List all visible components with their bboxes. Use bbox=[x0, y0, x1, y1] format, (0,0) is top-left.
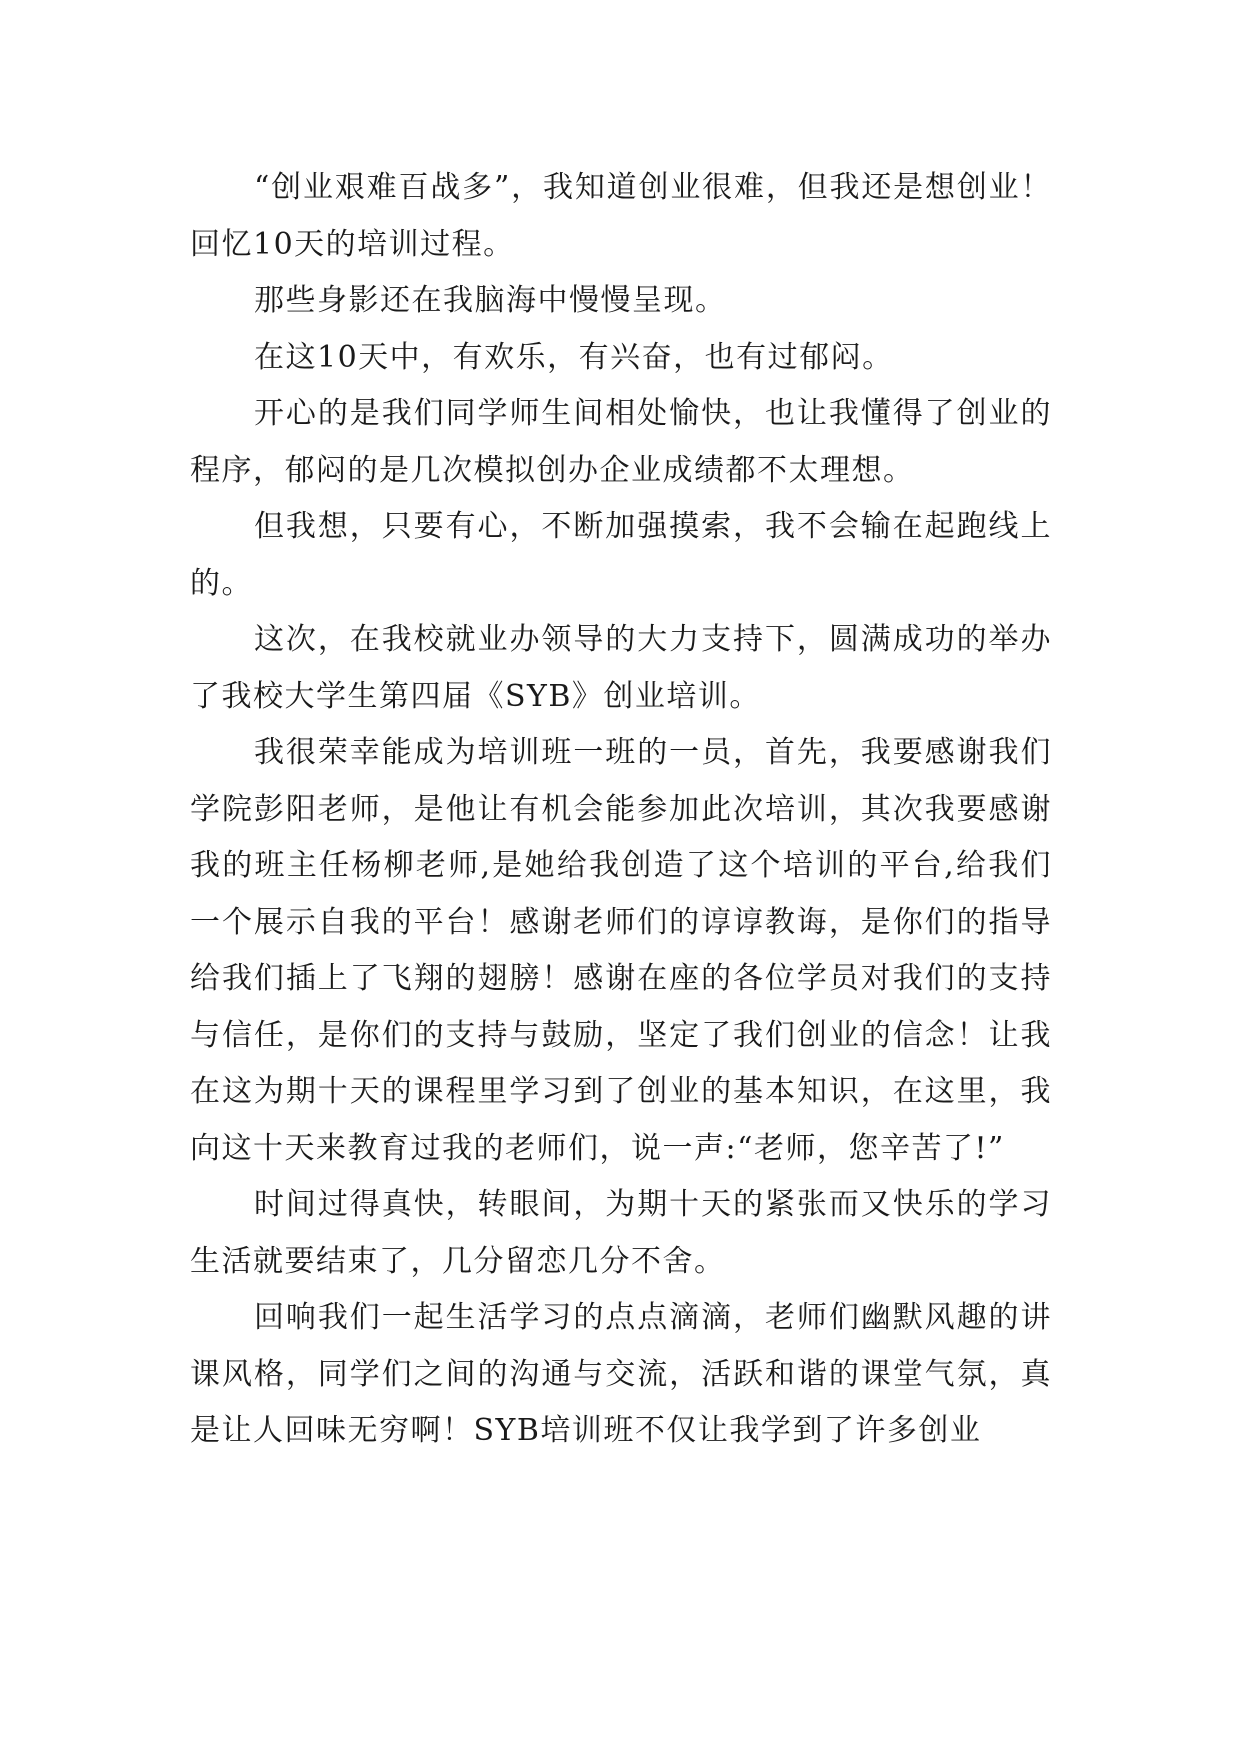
paragraph: 这次，在我校就业办领导的大力支持下，圆满成功的举办了我校大学生第四届《SYB》创业培训。 bbox=[190, 622, 1052, 714]
paragraph: 开心的是我们同学师生间相处愉快，也让我懂得了创业的程序，郁闷的是几次模拟创办企业成绩都不太理想。 bbox=[190, 396, 1052, 488]
paragraph: “创业艰难百战多”，我知道创业很难，但我还是想创业！回忆10天的培训过程。 bbox=[190, 170, 1052, 262]
document-body bbox=[190, 160, 1052, 1460]
paragraph: 但我想，只要有心，不断加强摸索，我不会输在起跑线上的。 bbox=[190, 509, 1052, 601]
paragraph: 在这10天中，有欢乐，有兴奋，也有过郁闷。 bbox=[254, 339, 894, 375]
paragraph: 回响我们一起生活学习的点点滴滴，老师们幽默风趣的讲课风格，同学们之间的沟通与交流，活跃和谐的课堂气氛，真是让人回味无穷啊！SYB培训班不仅让我学到了许多创业 bbox=[190, 1300, 1052, 1448]
paragraph: 那些身影还在我脑海中慢慢呈现。 bbox=[254, 283, 727, 318]
paragraph: 时间过得真快，转眼间，为期十天的紧张而又快乐的学习生活就要结束了，几分留恋几分不舍。 bbox=[190, 1187, 1052, 1279]
paragraph: 我很荣幸能成为培训班一班的一员，首先，我要感谢我们学院彭阳老师，是他让有机会能参加此次培训，其次我要感谢我的班主任杨柳老师,是她给我创造了这个培训的平台,给我们一个展示自我的平台！感谢老师们的谆谆教诲，是你们的指导给我们插上了飞翔的翅膀！感谢在座的各位学员对我们的支持与信任，是你们的支持与鼓励，坚定了我们创业的信念！让我在这为期十天的课程里学习到了创业的基本知识，在这里，我向这十天来教育过我的老师们，说一声:“老师，您辛苦了!” bbox=[190, 735, 1052, 1166]
